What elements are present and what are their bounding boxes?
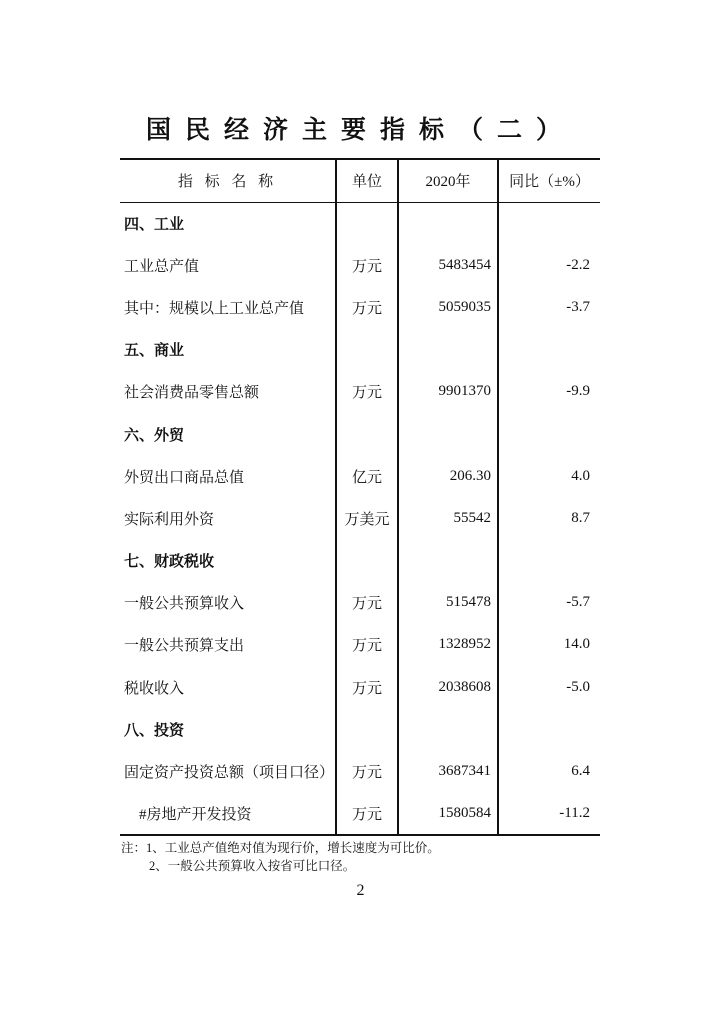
table-row [120,666,600,708]
section-row [120,329,600,371]
yoy-cell: 4.0 [498,455,600,497]
value-cell: 206.30 [398,455,498,497]
unit-cell: 万元 [336,624,398,666]
value-cell [398,202,498,244]
indicator-name: 社会消费品零售总额 [124,385,260,402]
yoy-cell: 14.0 [498,624,600,666]
table-row [120,750,600,792]
table-body [120,202,600,835]
yoy-cell [498,329,600,371]
indicator-name: 一般公共预算收入 [124,596,245,613]
indicator-name: 一般公共预算支出 [124,638,245,655]
unit-cell [336,202,398,244]
unit-cell [336,329,398,371]
unit-cell: 万元 [336,666,398,708]
table-header-row [120,159,600,202]
indicator-name: 外贸出口商品总值 [124,469,245,486]
unit-cell: 万元 [336,582,398,624]
yoy-cell: -5.0 [498,666,600,708]
table-row [120,244,600,286]
table-row [120,497,600,539]
indicator-name: 固定资产投资总额（项目口径） [124,765,335,782]
page-number: 2 [356,882,365,899]
unit-cell: 万元 [336,371,398,413]
indicator-name: 四、工业 [124,214,185,233]
indicator-name: #房地产开发投资 [120,793,336,835]
yoy-cell: -5.7 [498,582,600,624]
indicator-name: 六、外贸 [124,425,185,444]
value-cell [398,329,498,371]
section-row [120,202,600,244]
value-cell: 1328952 [398,624,498,666]
footnotes [121,839,440,875]
indicator-name: 工业总产值 [124,258,200,275]
indicator-name: 七、财政税收 [124,552,215,571]
unit-cell: 万元 [336,793,398,835]
footnote: 2、一般公共预算收入按省可比口径。 [149,859,356,873]
value-cell: 3687341 [398,750,498,792]
unit-cell [336,413,398,455]
section-row [120,540,600,582]
value-cell: 9901370 [398,371,498,413]
header-year: 2020年 [398,159,498,202]
table-row [120,455,600,497]
indicator-name: 五、商业 [124,341,185,360]
section-row [120,708,600,750]
yoy-cell [498,202,600,244]
yoy-cell: 8.7 [498,497,600,539]
indicator-name: 税收收入 [124,680,185,697]
table-row [120,286,600,328]
header-yoy: 同比（±%） [498,159,600,202]
yoy-cell: -3.7 [498,286,600,328]
header-unit: 单位 [336,159,398,202]
unit-cell: 万美元 [336,497,398,539]
unit-cell [336,540,398,582]
table-row [120,624,600,666]
yoy-cell [498,413,600,455]
value-cell: 55542 [398,497,498,539]
indicators-table [120,158,600,836]
header-indicator-name: 指 标 名 称 [120,159,336,202]
table-row [120,793,600,835]
indicator-name: 八、投资 [124,720,185,739]
unit-cell [336,708,398,750]
indicator-name: 其中：规模以上工业总产值 [124,300,305,317]
unit-cell: 万元 [336,286,398,328]
yoy-cell [498,708,600,750]
value-cell: 2038608 [398,666,498,708]
table-row [120,582,600,624]
value-cell [398,708,498,750]
section-row [120,413,600,455]
value-cell: 515478 [398,582,498,624]
yoy-cell: -9.9 [498,371,600,413]
yoy-cell: -11.2 [498,793,600,835]
unit-cell: 万元 [336,244,398,286]
value-cell [398,413,498,455]
table-row [120,371,600,413]
yoy-cell [498,540,600,582]
yoy-cell: -2.2 [498,244,600,286]
value-cell: 1580584 [398,793,498,835]
yoy-cell: 6.4 [498,750,600,792]
value-cell: 5483454 [398,244,498,286]
value-cell: 5059035 [398,286,498,328]
value-cell [398,540,498,582]
unit-cell: 亿元 [336,455,398,497]
unit-cell: 万元 [336,750,398,792]
footnote: 注：1、工业总产值绝对值为现行价，增长速度为可比价。 [121,841,440,855]
page-title: 国民经济主要指标（二） [145,115,575,144]
indicator-name: 实际利用外资 [124,511,215,528]
